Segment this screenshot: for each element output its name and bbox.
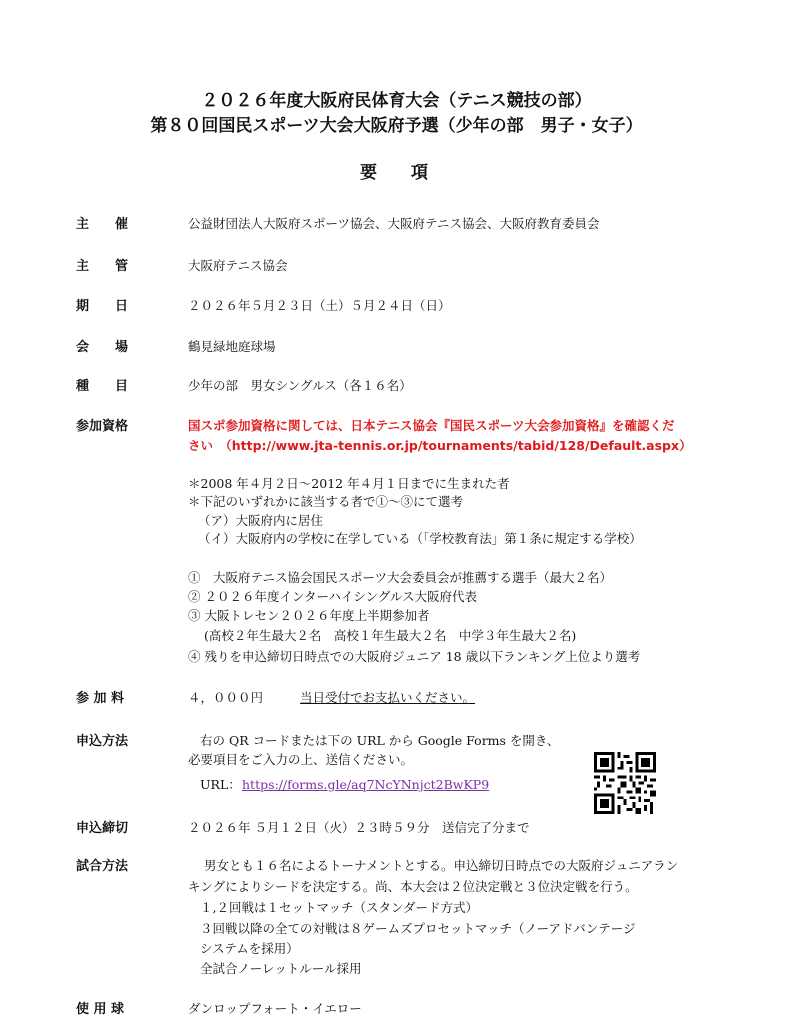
- match-format-line: キングによりシードを決定する。尚、本大会は２位決定戦と３位決定戦を行う。: [188, 879, 638, 894]
- match-format-line: ３回戦以降の全ての対戦は８ゲームズプロセットマッチ（ノーアドバンテージ: [200, 921, 636, 936]
- notice-line-2: さい （http://www.jta-tennis.or.jp/tournaments/tabid/128/Default.aspx）: [188, 438, 692, 453]
- eligibility-line: ＊下記のいずれかに該当する者で①〜③にて選考: [188, 494, 464, 509]
- label-kijitsu: 期 日: [76, 299, 129, 314]
- application-url-link[interactable]: https://forms.gle/aq7NcYNnjct2BwKP9: [242, 777, 490, 792]
- match-format-line: システムを採用）: [200, 941, 299, 956]
- label-shimekiri: 申込締切: [76, 821, 129, 836]
- application-line-1: 右の QR コードまたは下の URL から Google Forms を開き、: [200, 733, 560, 748]
- eligibility-line: ① 大阪府テニス協会国民スポーツ大会委員会が推薦する選手（最大２名）: [188, 570, 613, 585]
- match-format-line: 男女とも１６名によるトーナメントとする。申込締切日時点での大阪府ジュニアラン: [204, 858, 679, 873]
- title-line-1: ２０２６年度大阪府民体育大会（テニス競技の部）: [201, 91, 592, 111]
- match-format-line: 全試合ノーレットルール採用: [200, 961, 362, 976]
- value-shimekiri: ２０２６年 ５月１２日（火）２３時５９分 送信完了分まで: [188, 820, 530, 835]
- url-label: URL：: [200, 777, 241, 792]
- label-shusai: 主 催: [76, 217, 129, 232]
- label-shukan: 主 管: [76, 259, 129, 274]
- label-shikaku: 参加資格: [76, 419, 129, 434]
- value-shumoku: 少年の部 男女シングルス（各１６名）: [188, 378, 412, 393]
- eligibility-line: ④ 残りを申込締切日時点での大阪府ジュニア 18 歳以下ランキング上位より選考: [188, 649, 641, 664]
- value-kijitsu: ２０２６年５月２３日（土）５月２４日（日）: [188, 298, 451, 313]
- eligibility-line: (高校２年生最大２名 高校１年生最大２名 中学３年生最大２名): [204, 628, 577, 643]
- value-kaijo: 鶴見緑地庭球場: [188, 339, 276, 354]
- fee-amount: ４，０００円: [188, 690, 264, 705]
- label-shiyokyu: 使 用 球: [76, 1002, 125, 1017]
- eligibility-line: ② ２０２６年度インターハイシングルス大阪府代表: [188, 589, 478, 604]
- eligibility-line: （イ）大阪府内の学校に在学している（「学校教育法」第１条に規定する学校）: [198, 531, 642, 546]
- title-line-2: 第８０回国民スポーツ大会大阪府予選（少年の部 男子・女子）: [150, 116, 643, 136]
- value-shusai: 公益財団法人大阪府スポーツ協会、大阪府テニス協会、大阪府教育委員会: [188, 216, 600, 231]
- label-shumoku: 種 目: [76, 379, 129, 394]
- heading: 要 項: [360, 163, 428, 183]
- value-shukan: 大阪府テニス協会: [188, 258, 288, 273]
- match-format-line: １,２回戦は１セットマッチ（スタンダード方式）: [200, 900, 478, 915]
- eligibility-line: （ア）大阪府内に居住: [198, 513, 324, 528]
- label-sankaryo: 参 加 料: [76, 691, 125, 706]
- qr-code-icon: [594, 752, 656, 814]
- value-shiyokyu: ダンロップフォート・イエロー: [188, 1001, 362, 1016]
- application-line-2: 必要項目をご入力の上、送信ください。: [188, 752, 414, 767]
- notice-line-1: 国スポ参加資格に関しては、日本テニス協会『国民スポーツ大会参加資格』を確認くだ: [188, 418, 675, 433]
- label-moshikomi: 申込方法: [76, 734, 129, 749]
- eligibility-line: ＊2008 年４月２日〜2012 年４月１日までに生まれた者: [188, 476, 510, 491]
- label-kaijo: 会 場: [76, 340, 129, 355]
- fee-note: 当日受付でお支払いください。: [300, 690, 476, 705]
- eligibility-line: ③ 大阪トレセン２０２６年度上半期参加者: [188, 608, 430, 623]
- label-shiai: 試合方法: [76, 859, 129, 874]
